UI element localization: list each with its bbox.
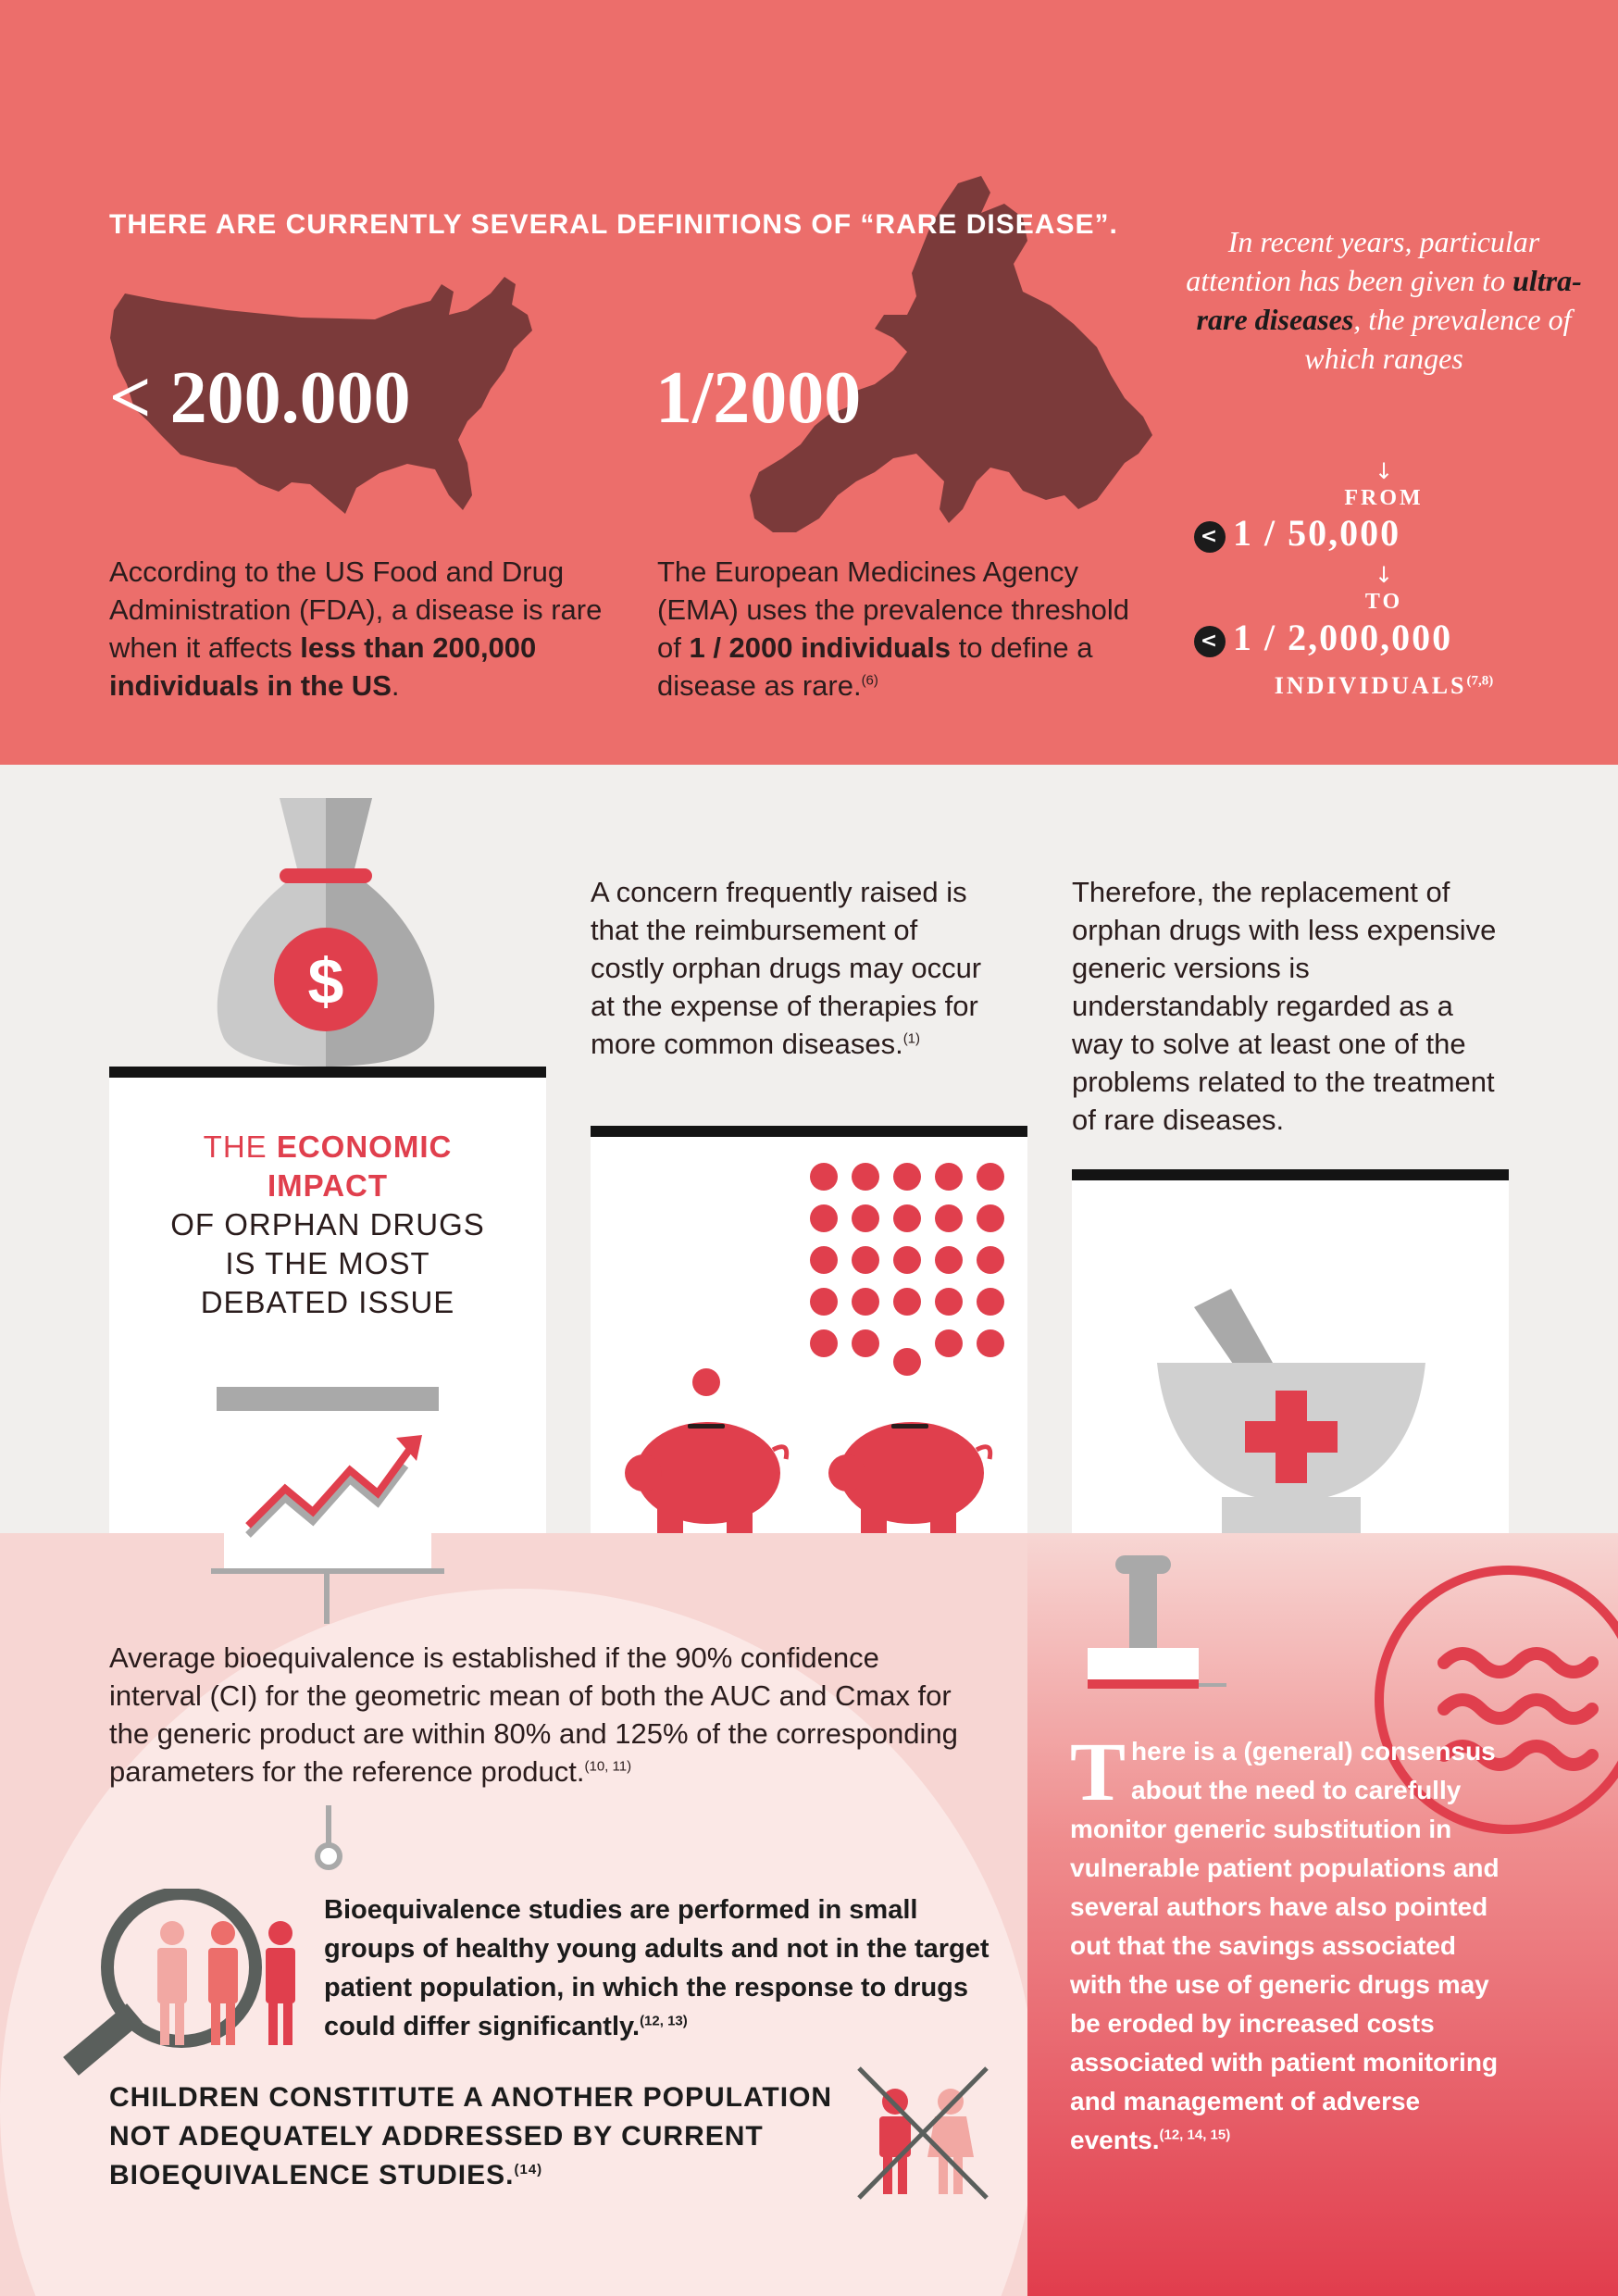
- less-than-badge-icon: <: [1194, 626, 1226, 657]
- consensus-text: There is a (general) consensus about the need to carefully monitor generic substitution in vulnerable patient populations and several authors have also pointed out that the savings associated with the use of generic drugs may be eroded by increased costs associated with patient monitoring and management of adverse events.$^{(12, 14, 15)}$: [1070, 1727, 1500, 2154]
- money-bag-icon: [205, 798, 446, 1067]
- from-value: < 1 / 50,000: [1194, 511, 1509, 555]
- replacement-text: Therefore, the replacement of orphan drugs with less expensive generic versions is understandably regarded as a way to solve at least one of the problems related to the treatment of rare diseases.: [1072, 876, 1497, 1136]
- section-title: THERE ARE CURRENTLY SEVERAL DEFINITIONS OF “RARE DISEASE”.: [109, 209, 1118, 240]
- us-figure: < 200.000: [109, 357, 411, 439]
- children-text: CHILDREN CONSTITUTE A ANOTHER POPULATION NOT ADEQUATELY ADDRESSED BY CURRENT BIOEQUIVALENCE STUDIES.$^{(14)}$: [109, 2082, 833, 2190]
- panel-bar: [109, 1067, 546, 1078]
- bioequivalence-text: Average bioequivalence is established if the 90% confidence interval (CI) for the geometric mean of both the AUC and Cmax for the generic product are within 80% and 125% of the corresponding parameters for the reference product.$^{(10, 11)}$: [109, 1641, 958, 1788]
- studies-text: Bioequivalence studies are performed in small groups of healthy young adults and not in the target patient population, in which the response to drugs could differ significantly.$^{(12, 13)}$: [324, 1895, 989, 2041]
- eu-figure: 1/2000: [655, 357, 862, 439]
- magnifier-icon: [61, 1889, 330, 2083]
- arrow-down-icon: ↓: [1374, 458, 1394, 484]
- piggy-bank-icon: [616, 1404, 1023, 1533]
- to-label: TO: [1364, 590, 1403, 614]
- stamp-icon: [1069, 1555, 1226, 1703]
- rare-disease-definitions-section: [0, 0, 1618, 765]
- ultra-rare-intro: In recent years, particular attention has been given to ultra-rare diseases, the prevalence of which ranges: [1186, 225, 1582, 375]
- panel-bar: [1072, 1169, 1509, 1180]
- eu-definition-text: The European Medicines Agency (EMA) uses the prevalence threshold of 1 / 2000 individuals to define a disease as rare.$^{(6)}$: [657, 555, 1130, 702]
- children-crossed-icon: [853, 2065, 992, 2202]
- from-label: FROM: [1344, 486, 1424, 510]
- arrow-down-icon: ↓: [1374, 562, 1394, 588]
- less-than-badge-icon: <: [1194, 521, 1226, 553]
- growth-chart-icon: [211, 1387, 444, 1624]
- people-icon: [157, 1921, 295, 2045]
- us-definition-text: According to the US Food and Drug Administration (FDA), a disease is rare when it affects less than 200,000 individuals in the US.: [109, 555, 603, 702]
- to-value: < 1 / 2,000,000: [1194, 616, 1601, 659]
- individuals-label: INDIVIDUALS$^{(7,8)}$: [1274, 672, 1494, 699]
- concern-text: A concern frequently raised is that the reimbursement of costly orphan drugs may occur at the expense of therapies for more common diseases.$^{(1)}$: [591, 876, 982, 1060]
- mortar-pestle-icon: [1157, 1289, 1425, 1533]
- consensus-panel: [1027, 1533, 1618, 2296]
- drop-cap: T: [1070, 1727, 1126, 1818]
- connector-icon: [313, 1805, 344, 1872]
- economic-impact-headline: THE ECONOMIC IMPACT OF ORPHAN DRUGS IS THE MOST DEBATED ISSUE: [170, 1129, 485, 1319]
- dollar-sign: $: [307, 945, 344, 1017]
